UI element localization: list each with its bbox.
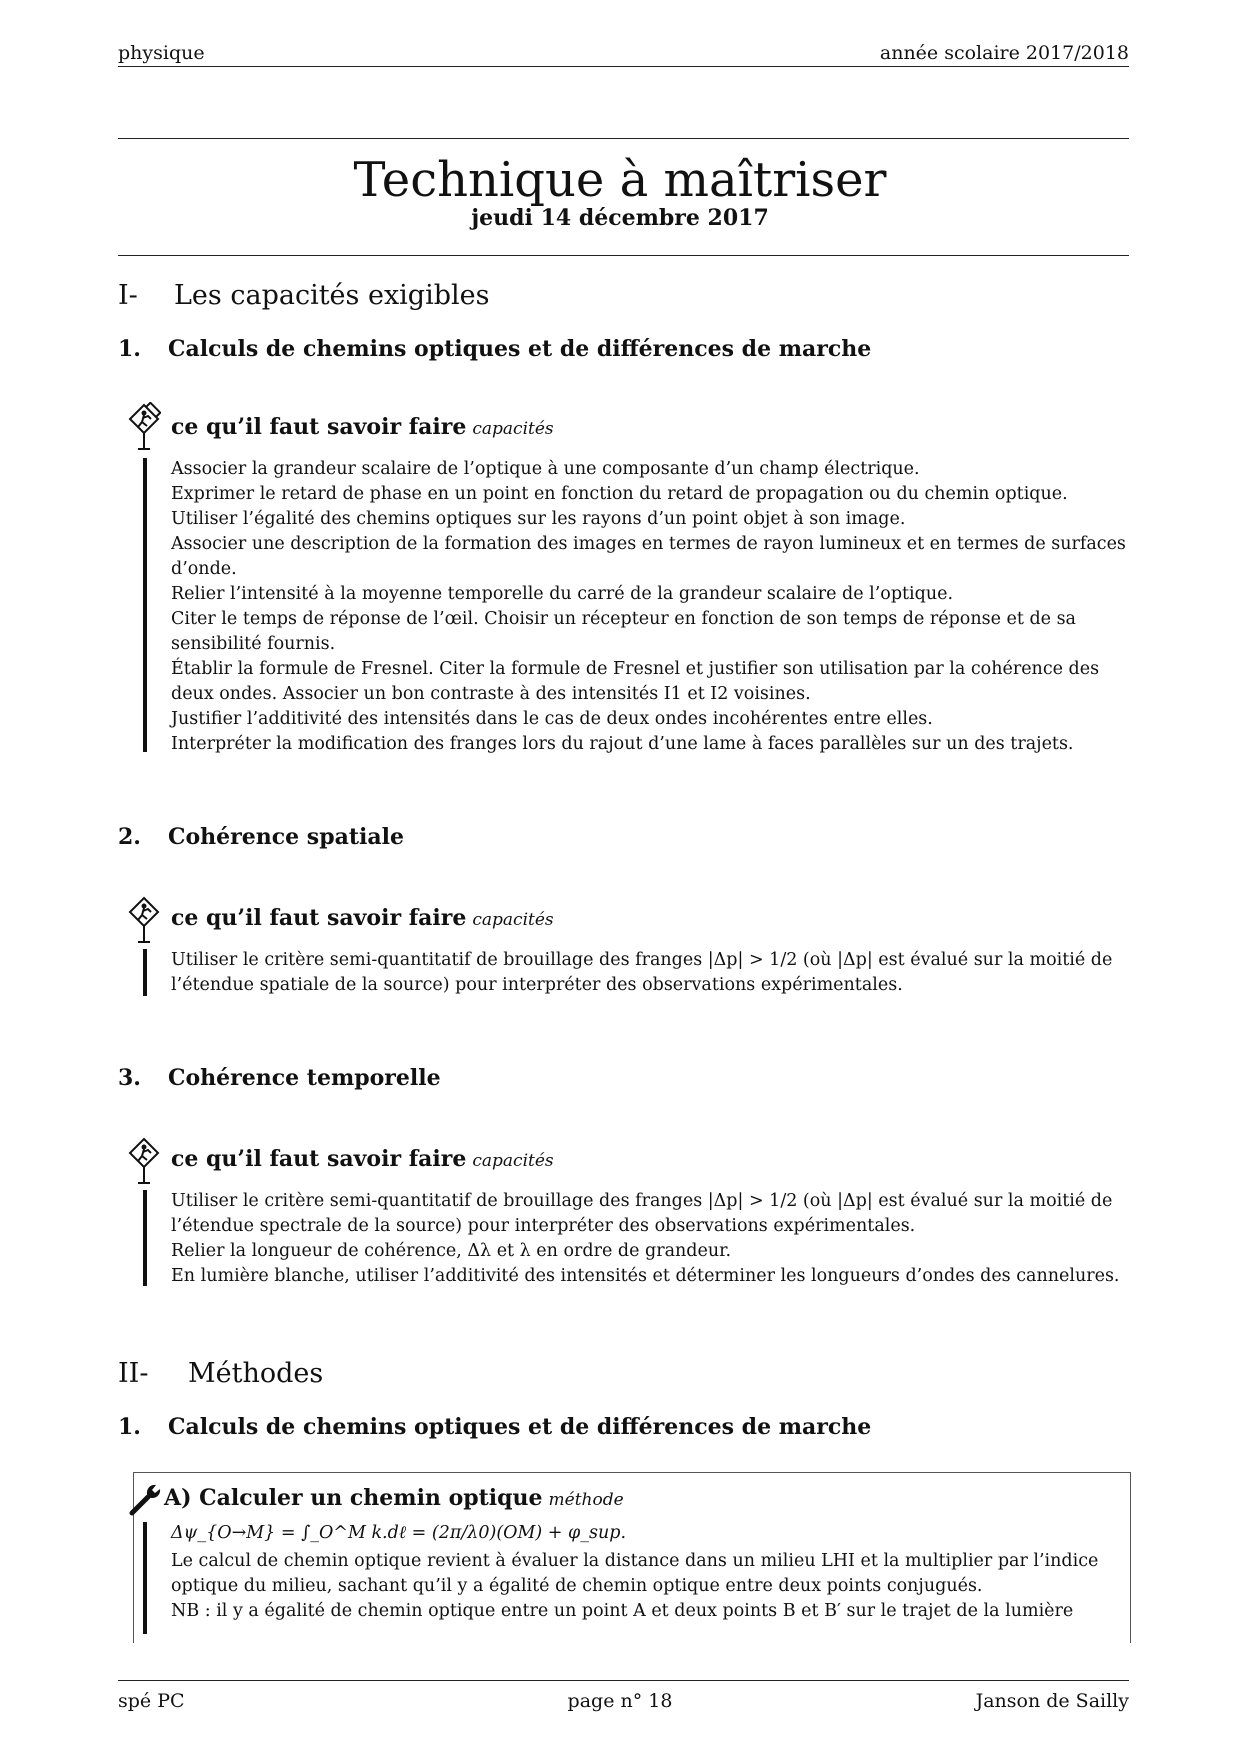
method-title-text: A) Calculer un chemin optique	[164, 1485, 543, 1511]
capacity-box-bar-1	[143, 458, 147, 752]
capacity-line: Interpréter la modification des franges lors du rajout d’une lame à faces parallèles sur un des trajets.	[171, 734, 1074, 754]
box-tag: capacités	[472, 910, 554, 930]
box-tag: capacités	[472, 1151, 554, 1171]
subsection-title: Calculs de chemins optiques et de différences de marche	[168, 1414, 872, 1440]
box-tag: capacités	[472, 419, 554, 439]
capacity-line: Utiliser le critère semi-quantitatif de brouillage des franges |Δp| > 1/2 (où |Δp| est évalué sur la moitié de l’étendue spatiale de la source) pour interpréter des observations expérimentales.	[171, 950, 1113, 995]
capacity-box-bar-3	[143, 1190, 147, 1286]
capacity-line: Associer la grandeur scalaire de l’optique à une composante d’un champ électrique.	[171, 459, 920, 479]
title-rule-bottom	[118, 255, 1129, 256]
capacity-line: Exprimer le retard de phase en un point en fonction du retard de propagation ou du chemin optique.	[171, 484, 1068, 504]
section-number: I-	[118, 280, 138, 311]
section-heading-1	[118, 280, 489, 311]
section-title: Méthodes	[188, 1358, 324, 1389]
capacity-box-bar-2	[143, 949, 147, 996]
page-title: Technique à maîtriser	[353, 152, 887, 208]
capacity-line: Associer une description de la formation des images en termes de rayon lumineux et en termes de surfaces d’onde.	[171, 534, 1126, 579]
capacity-box-title-2	[171, 905, 554, 931]
subsection-heading-2-1	[118, 1414, 871, 1440]
capacity-line: Utiliser l’égalité des chemins optiques sur les rayons d’un point objet à son image.	[171, 509, 906, 529]
method-tag: méthode	[548, 1490, 624, 1510]
box-title: ce qu’il faut savoir faire	[171, 414, 467, 440]
method-line: NB : il y a égalité de chemin optique entre un point A et deux points B et B′ sur le trajet de la lumière	[171, 1601, 1074, 1621]
subsection-heading-1-3	[118, 1065, 441, 1091]
subsection-title: Cohérence temporelle	[168, 1065, 441, 1091]
subsection-title: Calculs de chemins optiques et de différences de marche	[168, 336, 872, 362]
header-left: physique	[118, 42, 205, 64]
box-title: ce qu’il faut savoir faire	[171, 905, 467, 931]
subsection-number: 1.	[118, 336, 141, 362]
subsection-title: Cohérence spatiale	[168, 824, 404, 850]
page-date: jeudi 14 décembre 2017	[471, 205, 769, 231]
capacity-list-2	[171, 948, 1131, 998]
subsection-heading-1-1	[118, 336, 871, 362]
header-rule	[118, 66, 1129, 67]
subsection-heading-1-2	[118, 824, 404, 850]
worker-sign-icon	[127, 895, 161, 951]
capacity-line: Justifier l’additivité des intensités dans le cas de deux ondes incohérentes entre elles.	[171, 709, 933, 729]
capacity-line: Citer le temps de réponse de l’œil. Choisir un récepteur en fonction de son temps de réponse et de sa sensibilité fournis.	[171, 609, 1076, 654]
capacity-list-1	[171, 457, 1131, 757]
capacity-line: Relier la longueur de cohérence, Δλ et λ en ordre de grandeur.	[171, 1241, 732, 1261]
wrench-icon	[128, 1481, 164, 1521]
subsection-number: 1.	[118, 1414, 141, 1440]
footer-right: Janson de Sailly	[975, 1690, 1129, 1712]
capacity-box-title-3	[171, 1146, 554, 1172]
method-formula: Δψ_{O→M} = ∫_O^M k.dℓ = (2π/λ0)(OM) + φ_sup.	[171, 1523, 627, 1543]
capacity-line: Relier l’intensité à la moyenne temporelle du carré de la grandeur scalaire de l’optique.	[171, 584, 954, 604]
title-rule-top	[118, 138, 1129, 139]
footer-rule	[118, 1680, 1129, 1681]
subsection-number: 3.	[118, 1065, 141, 1091]
capacity-line: Établir la formule de Fresnel. Citer la formule de Fresnel et justifier son utilisation par la cohérence des deux ondes. Associer un bon contraste à des intensités I1 et I2 voisines.	[171, 659, 1100, 704]
method-title	[164, 1485, 624, 1511]
method-text	[171, 1549, 1126, 1624]
subsection-number: 2.	[118, 824, 141, 850]
worker-sign-icon	[127, 402, 161, 458]
method-line: Le calcul de chemin optique revient à évaluer la distance dans un milieu LHI et la multiplier par l’indice optique du milieu, sachant qu’il y a égalité de chemin optique entre deux points conjugués.	[171, 1551, 1099, 1596]
footer-center: page n° 18	[567, 1690, 673, 1712]
section-title: Les capacités exigibles	[174, 280, 490, 311]
capacity-list-3	[171, 1189, 1131, 1289]
header-right: année scolaire 2017/2018	[879, 42, 1129, 64]
capacity-line: En lumière blanche, utiliser l’additivité des intensités et déterminer les longueurs d’ondes des cannelures.	[171, 1266, 1120, 1286]
section-number: II-	[118, 1358, 149, 1389]
footer-left: spé PC	[118, 1690, 185, 1712]
capacity-box-title-1	[171, 414, 554, 440]
box-title: ce qu’il faut savoir faire	[171, 1146, 467, 1172]
worker-sign-icon	[127, 1136, 161, 1192]
capacity-line: Utiliser le critère semi-quantitatif de brouillage des franges |Δp| > 1/2 (où |Δp| est évalué sur la moitié de l’étendue spectrale de la source) pour interpréter des observations expérimentales.	[171, 1191, 1113, 1236]
method-box-bar	[143, 1522, 147, 1634]
section-heading-2	[118, 1358, 323, 1389]
